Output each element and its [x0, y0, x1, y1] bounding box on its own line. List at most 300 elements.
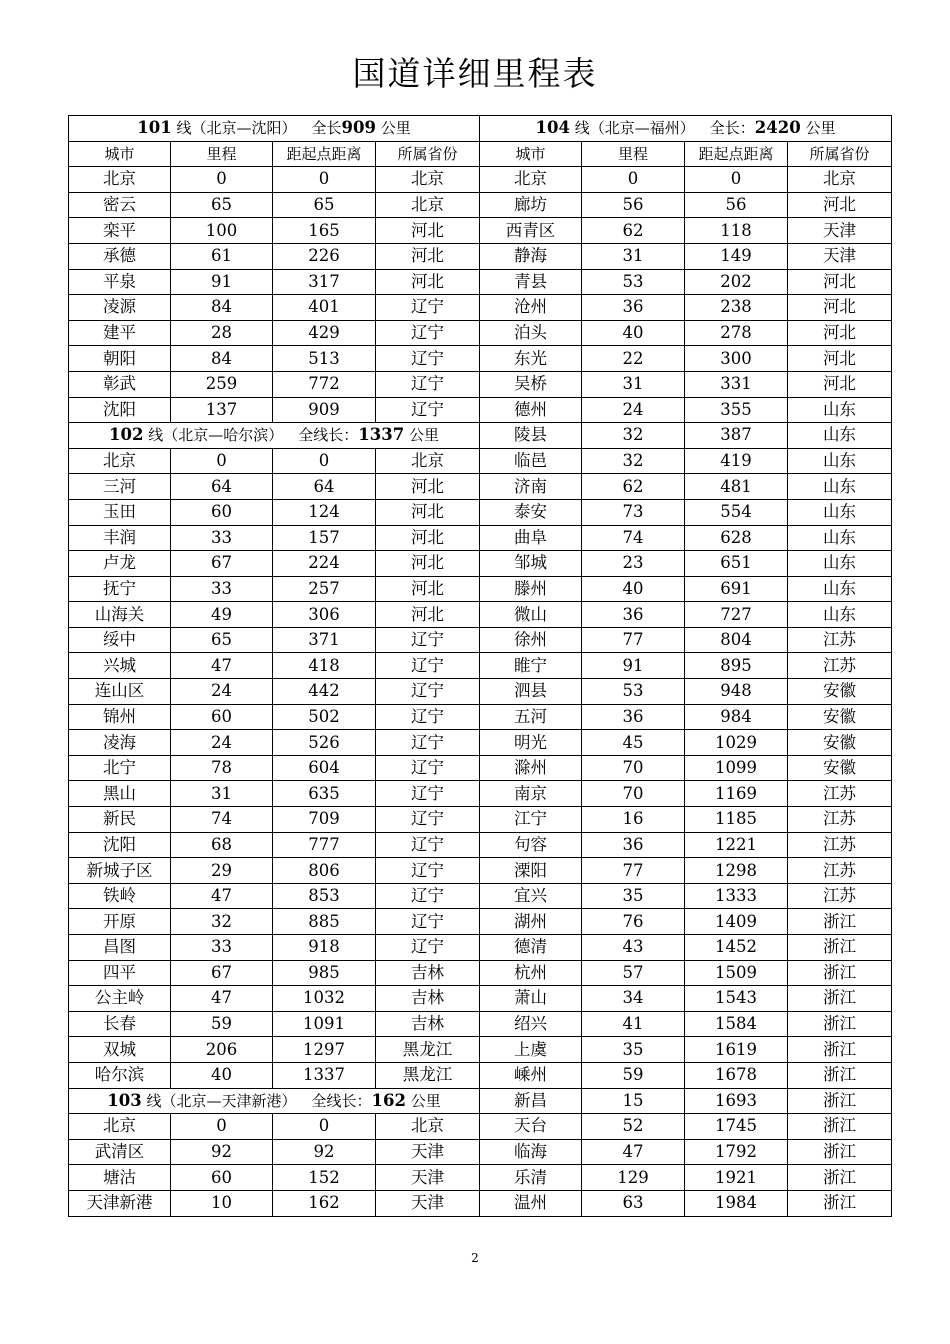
city-cell: 杭州	[480, 960, 582, 986]
city-cell: 抚宁	[69, 576, 171, 602]
province-cell: 辽宁	[376, 755, 480, 781]
table-row	[69, 167, 892, 193]
province-cell: 辽宁	[376, 295, 480, 321]
city-cell: 泰安	[480, 499, 582, 525]
cumulative-distance-cell: 401	[273, 295, 376, 321]
table-row	[69, 1165, 892, 1191]
table-row	[69, 397, 892, 423]
city-cell: 临海	[480, 1139, 582, 1165]
city-cell: 承德	[69, 243, 171, 269]
city-cell: 锦州	[69, 704, 171, 730]
table-row	[69, 781, 892, 807]
cumulative-distance-cell: 418	[273, 653, 376, 679]
cumulative-distance-cell: 985	[273, 960, 376, 986]
cumulative-distance-cell: 853	[273, 883, 376, 909]
segment-mileage-cell: 40	[582, 320, 685, 346]
province-cell: 辽宁	[376, 832, 480, 858]
segment-mileage-cell: 129	[582, 1165, 685, 1191]
province-cell: 浙江	[788, 1190, 892, 1216]
city-cell: 溧阳	[480, 858, 582, 884]
cumulative-distance-cell: 1678	[685, 1062, 788, 1088]
segment-mileage-cell: 63	[582, 1190, 685, 1216]
city-cell: 曲阜	[480, 525, 582, 551]
segment-mileage-cell: 31	[582, 243, 685, 269]
city-cell: 武清区	[69, 1139, 171, 1165]
table-row	[69, 116, 892, 142]
city-cell: 五河	[480, 704, 582, 730]
segment-mileage-cell: 36	[582, 295, 685, 321]
segment-mileage-cell: 52	[582, 1114, 685, 1140]
province-cell: 北京	[376, 1114, 480, 1140]
province-cell: 河北	[788, 192, 892, 218]
route-number: 103	[107, 1090, 142, 1110]
city-cell: 天津新港	[69, 1190, 171, 1216]
province-cell: 浙江	[788, 960, 892, 986]
route-number: 102	[109, 425, 144, 445]
cumulative-distance-cell: 118	[685, 218, 788, 244]
segment-mileage-cell: 60	[171, 704, 273, 730]
segment-mileage-cell: 41	[582, 1011, 685, 1037]
cumulative-distance-cell: 0	[685, 167, 788, 193]
segment-mileage-cell: 60	[171, 499, 273, 525]
province-cell: 辽宁	[376, 909, 480, 935]
route-number: 104	[535, 118, 570, 138]
cumulative-distance-cell: 1032	[273, 986, 376, 1012]
table-row	[69, 1062, 892, 1088]
header-cumulative: 距起点距离	[273, 141, 376, 167]
cumulative-distance-cell: 1297	[273, 1037, 376, 1063]
segment-mileage-cell: 31	[171, 781, 273, 807]
segment-mileage-cell: 70	[582, 755, 685, 781]
table-body	[69, 116, 892, 1217]
route-101-title	[69, 116, 480, 142]
cumulative-distance-cell: 226	[273, 243, 376, 269]
table-row	[69, 807, 892, 833]
route-total-label: 全长：	[709, 119, 755, 138]
route-endpoints: 线（北京—沈阳）	[176, 119, 297, 138]
segment-mileage-cell: 67	[171, 551, 273, 577]
city-cell: 东光	[480, 346, 582, 372]
page-number: 2	[471, 1251, 479, 1265]
city-cell: 睢宁	[480, 653, 582, 679]
province-cell: 山东	[788, 474, 892, 500]
header-province: 所属省份	[788, 141, 892, 167]
province-cell: 辽宁	[376, 883, 480, 909]
segment-mileage-cell: 67	[171, 960, 273, 986]
cumulative-distance-cell: 554	[685, 499, 788, 525]
cumulative-distance-cell: 1091	[273, 1011, 376, 1037]
cumulative-distance-cell: 1509	[685, 960, 788, 986]
segment-mileage-cell: 33	[171, 935, 273, 961]
segment-mileage-cell: 24	[171, 679, 273, 705]
cumulative-distance-cell: 1029	[685, 730, 788, 756]
province-cell: 江苏	[788, 781, 892, 807]
table-row	[69, 423, 892, 449]
segment-mileage-cell: 100	[171, 218, 273, 244]
cumulative-distance-cell: 1693	[685, 1088, 788, 1114]
table-row	[69, 627, 892, 653]
province-cell: 黑龙江	[376, 1037, 480, 1063]
city-cell: 新城子区	[69, 858, 171, 884]
table-row	[69, 141, 892, 167]
segment-mileage-cell: 62	[582, 474, 685, 500]
cumulative-distance-cell: 909	[273, 397, 376, 423]
cumulative-distance-cell: 727	[685, 602, 788, 628]
cumulative-distance-cell: 257	[273, 576, 376, 602]
province-cell: 安徽	[788, 730, 892, 756]
cumulative-distance-cell: 0	[273, 448, 376, 474]
city-cell: 临邑	[480, 448, 582, 474]
province-cell: 河北	[376, 499, 480, 525]
province-cell: 浙江	[788, 1139, 892, 1165]
province-cell: 天津	[376, 1190, 480, 1216]
header-city: 城市	[69, 141, 171, 167]
mileage-table	[68, 115, 892, 1217]
segment-mileage-cell: 62	[582, 218, 685, 244]
table-row	[69, 1190, 892, 1216]
segment-mileage-cell: 65	[171, 192, 273, 218]
table-row	[69, 935, 892, 961]
segment-mileage-cell: 78	[171, 755, 273, 781]
segment-mileage-cell: 259	[171, 371, 273, 397]
segment-mileage-cell: 36	[582, 832, 685, 858]
province-cell: 河北	[376, 269, 480, 295]
province-cell: 辽宁	[376, 781, 480, 807]
segment-mileage-cell: 36	[582, 602, 685, 628]
table-row	[69, 960, 892, 986]
province-cell: 北京	[376, 192, 480, 218]
header-distance: 里程	[582, 141, 685, 167]
city-cell: 廊坊	[480, 192, 582, 218]
segment-mileage-cell: 59	[171, 1011, 273, 1037]
cumulative-distance-cell: 526	[273, 730, 376, 756]
province-cell: 天津	[376, 1139, 480, 1165]
province-cell: 辽宁	[376, 397, 480, 423]
city-cell: 建平	[69, 320, 171, 346]
table-row	[69, 499, 892, 525]
segment-mileage-cell: 57	[582, 960, 685, 986]
city-cell: 滁州	[480, 755, 582, 781]
province-cell: 山东	[788, 448, 892, 474]
province-cell: 浙江	[788, 935, 892, 961]
cumulative-distance-cell: 56	[685, 192, 788, 218]
province-cell: 辽宁	[376, 935, 480, 961]
segment-mileage-cell: 73	[582, 499, 685, 525]
city-cell: 塘沽	[69, 1165, 171, 1191]
city-cell: 德清	[480, 935, 582, 961]
route-endpoints: 线（北京—天津新港）	[146, 1091, 297, 1110]
table-row	[69, 269, 892, 295]
segment-mileage-cell: 29	[171, 858, 273, 884]
segment-mileage-cell: 64	[171, 474, 273, 500]
header-province: 所属省份	[376, 141, 480, 167]
segment-mileage-cell: 53	[582, 269, 685, 295]
segment-mileage-cell: 34	[582, 986, 685, 1012]
segment-mileage-cell: 0	[171, 167, 273, 193]
route-total-unit: 公里	[380, 119, 411, 138]
cumulative-distance-cell: 1792	[685, 1139, 788, 1165]
cumulative-distance-cell: 202	[685, 269, 788, 295]
table-row	[69, 1011, 892, 1037]
route-total-unit: 公里	[410, 1091, 441, 1110]
province-cell: 辽宁	[376, 730, 480, 756]
segment-mileage-cell: 32	[582, 423, 685, 449]
city-cell: 凌海	[69, 730, 171, 756]
city-cell: 泗县	[480, 679, 582, 705]
segment-mileage-cell: 0	[171, 1114, 273, 1140]
cumulative-distance-cell: 92	[273, 1139, 376, 1165]
province-cell: 河北	[376, 474, 480, 500]
city-cell: 新昌	[480, 1088, 582, 1114]
province-cell: 河北	[788, 320, 892, 346]
cumulative-distance-cell: 1169	[685, 781, 788, 807]
city-cell: 西青区	[480, 218, 582, 244]
segment-mileage-cell: 137	[171, 397, 273, 423]
segment-mileage-cell: 47	[171, 883, 273, 909]
province-cell: 吉林	[376, 960, 480, 986]
city-cell: 绍兴	[480, 1011, 582, 1037]
city-cell: 新民	[69, 807, 171, 833]
segment-mileage-cell: 24	[171, 730, 273, 756]
city-cell: 黑山	[69, 781, 171, 807]
cumulative-distance-cell: 1745	[685, 1114, 788, 1140]
city-cell: 沈阳	[69, 832, 171, 858]
city-cell: 邹城	[480, 551, 582, 577]
segment-mileage-cell: 49	[171, 602, 273, 628]
table-row	[69, 295, 892, 321]
table-row	[69, 883, 892, 909]
city-cell: 双城	[69, 1037, 171, 1063]
province-cell: 河北	[376, 576, 480, 602]
city-cell: 乐清	[480, 1165, 582, 1191]
table-row	[69, 704, 892, 730]
cumulative-distance-cell: 429	[273, 320, 376, 346]
header-cumulative: 距起点距离	[685, 141, 788, 167]
province-cell: 河北	[788, 346, 892, 372]
province-cell: 浙江	[788, 986, 892, 1012]
route-102-title	[69, 423, 480, 449]
cumulative-distance-cell: 772	[273, 371, 376, 397]
cumulative-distance-cell: 355	[685, 397, 788, 423]
province-cell: 浙江	[788, 1011, 892, 1037]
province-cell: 河北	[376, 218, 480, 244]
city-cell: 北宁	[69, 755, 171, 781]
segment-mileage-cell: 43	[582, 935, 685, 961]
cumulative-distance-cell: 1584	[685, 1011, 788, 1037]
province-cell: 辽宁	[376, 627, 480, 653]
city-cell: 兴城	[69, 653, 171, 679]
table-row	[69, 730, 892, 756]
segment-mileage-cell: 15	[582, 1088, 685, 1114]
province-cell: 辽宁	[376, 346, 480, 372]
city-cell: 萧山	[480, 986, 582, 1012]
cumulative-distance-cell: 387	[685, 423, 788, 449]
city-cell: 静海	[480, 243, 582, 269]
province-cell: 辽宁	[376, 653, 480, 679]
city-cell: 泊头	[480, 320, 582, 346]
table-row	[69, 1139, 892, 1165]
cumulative-distance-cell: 331	[685, 371, 788, 397]
province-cell: 辽宁	[376, 704, 480, 730]
segment-mileage-cell: 16	[582, 807, 685, 833]
province-cell: 山东	[788, 602, 892, 628]
cumulative-distance-cell: 1333	[685, 883, 788, 909]
province-cell: 北京	[788, 167, 892, 193]
city-cell: 宜兴	[480, 883, 582, 909]
province-cell: 浙江	[788, 1037, 892, 1063]
table-row	[69, 602, 892, 628]
segment-mileage-cell: 77	[582, 627, 685, 653]
cumulative-distance-cell: 371	[273, 627, 376, 653]
segment-mileage-cell: 23	[582, 551, 685, 577]
province-cell: 吉林	[376, 986, 480, 1012]
cumulative-distance-cell: 65	[273, 192, 376, 218]
segment-mileage-cell: 61	[171, 243, 273, 269]
segment-mileage-cell: 84	[171, 295, 273, 321]
cumulative-distance-cell: 1921	[685, 1165, 788, 1191]
cumulative-distance-cell: 691	[685, 576, 788, 602]
cumulative-distance-cell: 1298	[685, 858, 788, 884]
province-cell: 江苏	[788, 627, 892, 653]
cumulative-distance-cell: 1221	[685, 832, 788, 858]
table-row	[69, 1114, 892, 1140]
route-endpoints: 线（北京—福州）	[574, 119, 695, 138]
table-row	[69, 858, 892, 884]
cumulative-distance-cell: 948	[685, 679, 788, 705]
province-cell: 北京	[376, 167, 480, 193]
segment-mileage-cell: 91	[171, 269, 273, 295]
city-cell: 沧州	[480, 295, 582, 321]
province-cell: 辽宁	[376, 858, 480, 884]
route-total-unit: 公里	[408, 426, 439, 445]
province-cell: 辽宁	[376, 807, 480, 833]
route-total-length: 162	[371, 1090, 406, 1110]
cumulative-distance-cell: 709	[273, 807, 376, 833]
route-total-label: 全线长：	[298, 426, 359, 445]
cumulative-distance-cell: 64	[273, 474, 376, 500]
segment-mileage-cell: 76	[582, 909, 685, 935]
header-distance: 里程	[171, 141, 273, 167]
route-endpoints: 线（北京—哈尔滨）	[148, 426, 284, 445]
segment-mileage-cell: 33	[171, 525, 273, 551]
cumulative-distance-cell: 0	[273, 167, 376, 193]
city-cell: 密云	[69, 192, 171, 218]
route-total-length: 1337	[358, 425, 405, 445]
table-row	[69, 679, 892, 705]
segment-mileage-cell: 24	[582, 397, 685, 423]
segment-mileage-cell: 32	[171, 909, 273, 935]
table-row	[69, 909, 892, 935]
city-cell: 沈阳	[69, 397, 171, 423]
route-103-title	[69, 1088, 480, 1114]
segment-mileage-cell: 0	[171, 448, 273, 474]
table-row	[69, 474, 892, 500]
province-cell: 江苏	[788, 858, 892, 884]
province-cell: 山东	[788, 397, 892, 423]
table-row	[69, 576, 892, 602]
city-cell: 卢龙	[69, 551, 171, 577]
province-cell: 辽宁	[376, 679, 480, 705]
province-cell: 河北	[376, 551, 480, 577]
province-cell: 江苏	[788, 807, 892, 833]
cumulative-distance-cell: 1619	[685, 1037, 788, 1063]
province-cell: 浙江	[788, 1062, 892, 1088]
province-cell: 山东	[788, 423, 892, 449]
table-row	[69, 755, 892, 781]
route-104-title	[480, 116, 892, 142]
cumulative-distance-cell: 651	[685, 551, 788, 577]
route-total-length: 2420	[754, 118, 801, 138]
city-cell: 丰润	[69, 525, 171, 551]
table-row	[69, 192, 892, 218]
table-row	[69, 243, 892, 269]
province-cell: 山东	[788, 499, 892, 525]
city-cell: 昌图	[69, 935, 171, 961]
city-cell: 北京	[69, 167, 171, 193]
segment-mileage-cell: 206	[171, 1037, 273, 1063]
cumulative-distance-cell: 442	[273, 679, 376, 705]
city-cell: 朝阳	[69, 346, 171, 372]
province-cell: 山东	[788, 525, 892, 551]
cumulative-distance-cell: 300	[685, 346, 788, 372]
segment-mileage-cell: 47	[171, 653, 273, 679]
city-cell: 开原	[69, 909, 171, 935]
segment-mileage-cell: 59	[582, 1062, 685, 1088]
segment-mileage-cell: 47	[582, 1139, 685, 1165]
table-row	[69, 448, 892, 474]
province-cell: 辽宁	[376, 320, 480, 346]
cumulative-distance-cell: 1984	[685, 1190, 788, 1216]
city-cell: 哈尔滨	[69, 1062, 171, 1088]
cumulative-distance-cell: 885	[273, 909, 376, 935]
segment-mileage-cell: 35	[582, 883, 685, 909]
cumulative-distance-cell: 149	[685, 243, 788, 269]
province-cell: 安徽	[788, 679, 892, 705]
province-cell: 天津	[788, 243, 892, 269]
city-cell: 徐州	[480, 627, 582, 653]
province-cell: 黑龙江	[376, 1062, 480, 1088]
route-number: 101	[137, 118, 172, 138]
city-cell: 句容	[480, 832, 582, 858]
cumulative-distance-cell: 419	[685, 448, 788, 474]
province-cell: 河北	[376, 525, 480, 551]
segment-mileage-cell: 28	[171, 320, 273, 346]
table-row	[69, 371, 892, 397]
city-cell: 南京	[480, 781, 582, 807]
city-cell: 北京	[69, 448, 171, 474]
segment-mileage-cell: 33	[171, 576, 273, 602]
segment-mileage-cell: 31	[582, 371, 685, 397]
province-cell: 北京	[376, 448, 480, 474]
province-cell: 江苏	[788, 832, 892, 858]
province-cell: 浙江	[788, 1088, 892, 1114]
cumulative-distance-cell: 157	[273, 525, 376, 551]
segment-mileage-cell: 65	[171, 627, 273, 653]
city-cell: 北京	[480, 167, 582, 193]
province-cell: 河北	[788, 295, 892, 321]
cumulative-distance-cell: 165	[273, 218, 376, 244]
city-cell: 吴桥	[480, 371, 582, 397]
segment-mileage-cell: 68	[171, 832, 273, 858]
table-row	[69, 832, 892, 858]
city-cell: 连山区	[69, 679, 171, 705]
route-total-label: 全长	[311, 119, 342, 138]
city-cell: 滕州	[480, 576, 582, 602]
province-cell: 江苏	[788, 883, 892, 909]
segment-mileage-cell: 0	[582, 167, 685, 193]
cumulative-distance-cell: 628	[685, 525, 788, 551]
province-cell: 天津	[376, 1165, 480, 1191]
